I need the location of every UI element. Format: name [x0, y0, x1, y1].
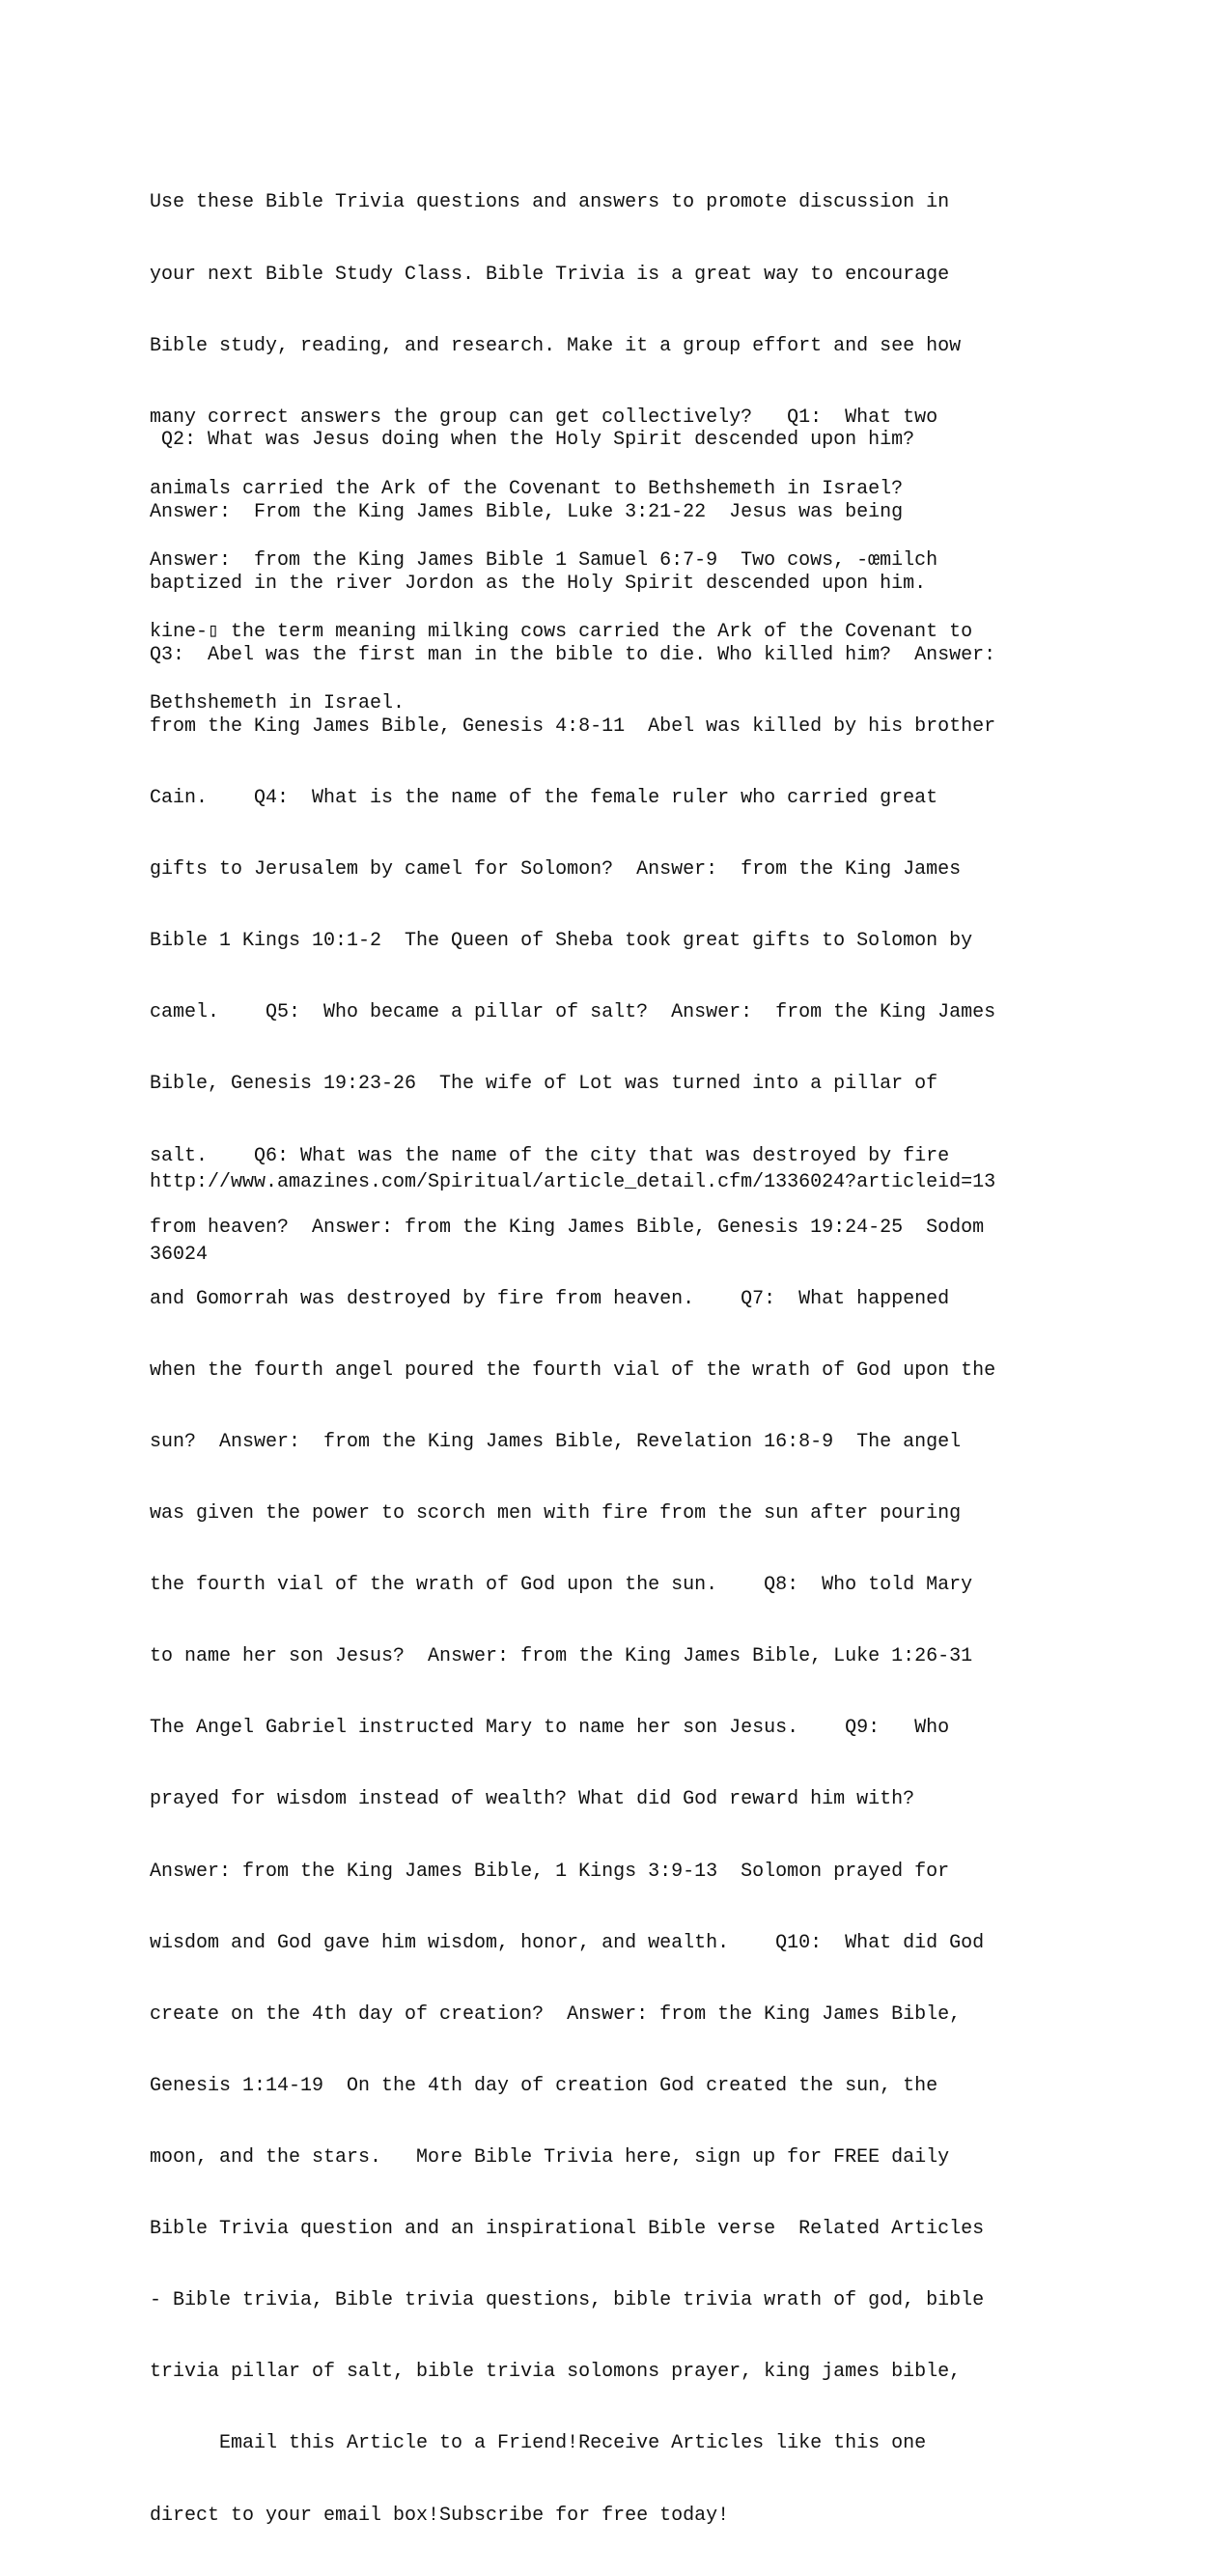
text-line: and Gomorrah was destroyed by fire from heaven. Q7: What happened: [150, 1287, 950, 1310]
text-line: Answer: From the King James Bible, Luke 3:21-22 Jesus was being: [150, 500, 904, 523]
text-line: Use these Bible Trivia questions and answers to promote discussion in: [150, 191, 950, 214]
text-line: Q3: Abel was the first man in the bible to die. Who killed him? Answer:: [150, 643, 996, 666]
trivia-paragraph: [150, 381, 995, 2576]
text-line: salt. Q6: What was the name of the city that was destroyed by fire: [150, 1144, 950, 1167]
text-line: kine-▯ the term meaning milking cows carried the Ark of the Covenant to: [150, 621, 973, 644]
text-line: was given the power to scorch men with fire from the sun after pouring: [150, 1502, 962, 1526]
text-line: the fourth vial of the wrath of God upon the sun. Q8: Who told Mary: [150, 1574, 973, 1597]
text-line: The Angel Gabriel instructed Mary to name her son Jesus. Q9: Who: [150, 1717, 950, 1740]
text-line: from the King James Bible, Genesis 4:8-11 Abel was killed by his brother: [150, 714, 996, 738]
text-line: prayed for wisdom instead of wealth? What did God reward him with?: [150, 1788, 915, 1811]
source-url: [150, 1124, 995, 1315]
text-line: Answer: from the King James Bible, 1 Kings 3:9-13 Solomon prayed for: [150, 1860, 950, 1883]
text-line: wisdom and God gave him wisdom, honor, and wealth. Q10: What did God: [150, 1931, 985, 1954]
text-line: trivia pillar of salt, bible trivia solomons prayer, king james bible,: [150, 2361, 962, 2384]
text-line: many correct answers the group can get collectively? Q1: What two: [150, 406, 938, 429]
text-line: moon, and the stars. More Bible Trivia here, sign up for FREE daily: [150, 2146, 950, 2170]
text-line: gifts to Jerusalem by camel for Solomon? Answer: from the King James: [150, 858, 962, 882]
text-line: Q2: What was Jesus doing when the Holy Spirit descended upon him?: [150, 429, 915, 452]
text-line: baptized in the river Jordon as the Holy Spirit descended upon him.: [150, 572, 927, 595]
text-line: Cain. Q4: What is the name of the female ruler who carried great: [150, 786, 938, 809]
text-line: Bible, Genesis 19:23-26 The wife of Lot was turned into a pillar of: [150, 1073, 938, 1096]
text-line: Email this Article to a Friend!Receive Articles like this one: [150, 2432, 927, 2455]
text-line: Bible Trivia question and an inspirational Bible verse Related Articles: [150, 2218, 985, 2241]
text-line: to name her son Jesus? Answer: from the King James Bible, Luke 1:26-31: [150, 1645, 973, 1668]
url-line: 36024: [150, 1243, 209, 1266]
text-line: from heaven? Answer: from the King James Bible, Genesis 19:24-25 Sodom: [150, 1216, 985, 1239]
text-line: animals carried the Ark of the Covenant to Bethshemeth in Israel?: [150, 477, 904, 500]
text-line: Answer: from the King James Bible 1 Samuel 6:7-9 Two cows, -œmilch: [150, 548, 938, 572]
text-line: camel. Q5: Who became a pillar of salt? Answer: from the King James: [150, 1001, 996, 1024]
text-line: Bible study, reading, and research. Make it a group effort and see how: [150, 334, 962, 357]
text-line: Bible 1 Kings 10:1-2 The Queen of Sheba took great gifts to Solomon by: [150, 930, 973, 953]
url-line: http://www.amazines.com/Spiritual/article_detail.cfm/1336024?articleid=13: [150, 1171, 996, 1194]
text-line: Bethshemeth in Israel.: [150, 692, 406, 715]
text-line: direct to your email box!Subscribe for free today!: [150, 2504, 730, 2527]
text-line: when the fourth angel poured the fourth vial of the wrath of God upon the: [150, 1358, 996, 1382]
text-line: sun? Answer: from the King James Bible, Revelation 16:8-9 The angel: [150, 1430, 962, 1453]
text-line: your next Bible Study Class. Bible Trivia is a great way to encourage: [150, 263, 950, 286]
text-line: Genesis 1:14-19 On the 4th day of creation God created the sun, the: [150, 2074, 938, 2097]
text-line: create on the 4th day of creation? Answer: from the King James Bible,: [150, 2002, 962, 2026]
text-line: - Bible trivia, Bible trivia questions, bible trivia wrath of god, bible: [150, 2289, 985, 2312]
